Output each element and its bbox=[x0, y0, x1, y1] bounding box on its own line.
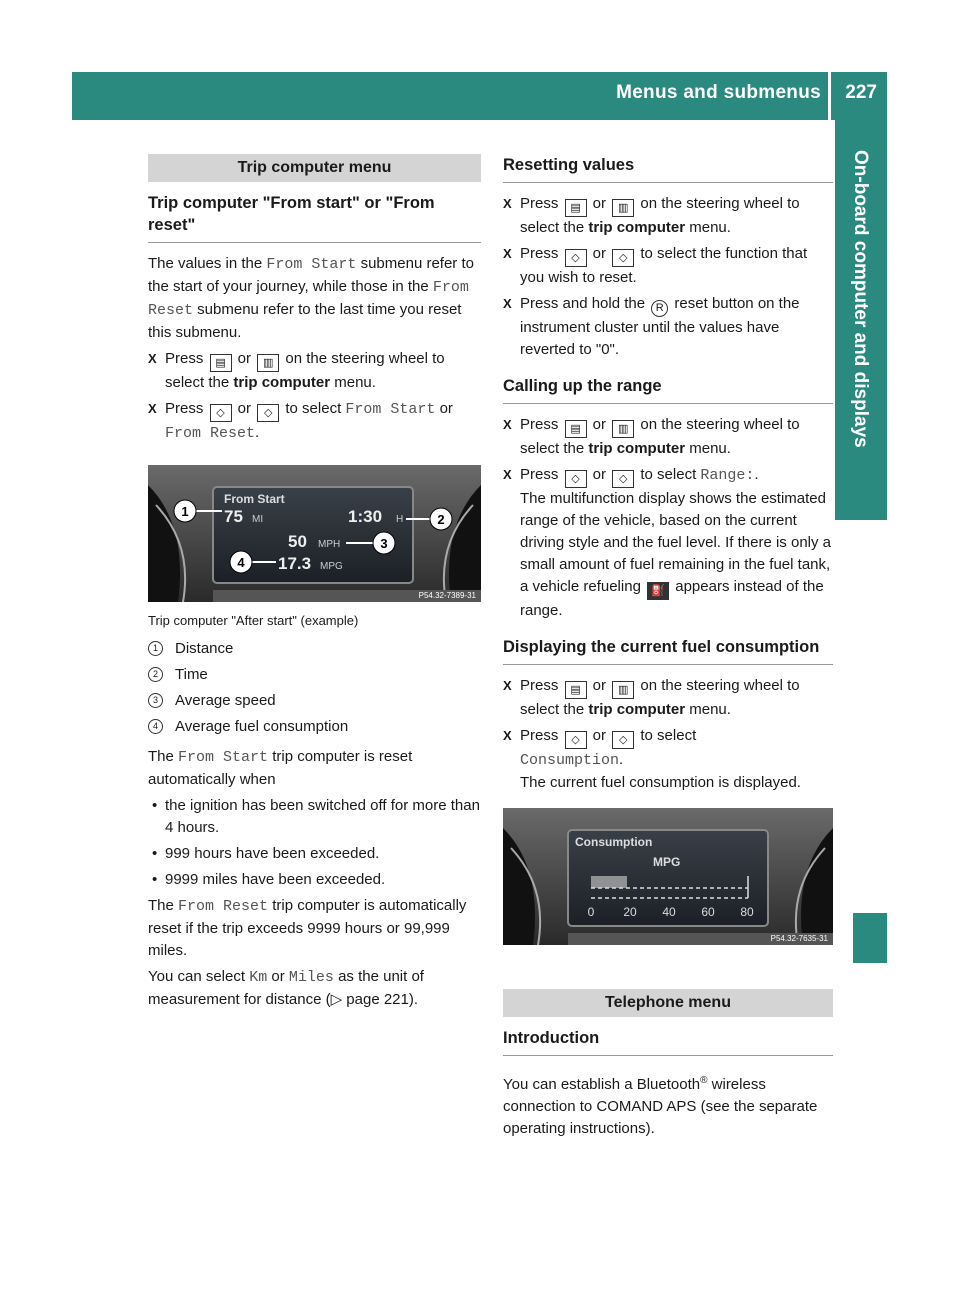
down-key-icon: ◇ bbox=[612, 731, 634, 749]
page-header bbox=[72, 72, 887, 120]
svg-text:3: 3 bbox=[380, 536, 388, 551]
up-key-icon: ◇ bbox=[565, 731, 587, 749]
menu-left-key-icon: ▤ bbox=[210, 354, 232, 372]
intro-paragraph: The values in the From Start submenu refer to the start of your journey, while those in the From Reset submenu refer to the last time you reset this submenu. bbox=[148, 255, 474, 341]
side-tab-label: On-board computer and displays bbox=[850, 150, 871, 448]
section-title-trip-computer: Trip computer menu bbox=[148, 154, 481, 182]
down-key-icon: ◇ bbox=[612, 249, 634, 267]
menu-left-key-icon: ▤ bbox=[565, 681, 587, 699]
step-arrow-icon: X bbox=[503, 467, 512, 482]
step-arrow-icon: X bbox=[503, 246, 512, 261]
fuel-unit: MPG bbox=[320, 561, 343, 572]
image2-ref: P54.32-7635-31 bbox=[770, 934, 828, 943]
step-arrow-icon: X bbox=[503, 296, 512, 311]
distance-value: 75 bbox=[224, 507, 243, 526]
down-key-icon: ◇ bbox=[612, 470, 634, 488]
step-arrow-icon: X bbox=[148, 401, 157, 416]
step-arrow-icon: X bbox=[503, 728, 512, 743]
distance-unit: MI bbox=[252, 514, 264, 525]
legend-item: 4 Average fuel consumption bbox=[148, 716, 481, 738]
heading-resetting-values: Resetting values bbox=[503, 154, 833, 183]
heading-calling-range: Calling up the range bbox=[503, 375, 833, 404]
step-reset-hold: X Press and hold the R reset button on the instrument cluster until the values have reverted to "0". bbox=[503, 295, 800, 358]
menu-left-key-icon: ▤ bbox=[565, 420, 587, 438]
svg-text:2: 2 bbox=[437, 512, 445, 527]
step-range-select-menu: X Press ▤ or ▥ on the steering wheel to select the trip computer menu. bbox=[503, 416, 800, 457]
svg-text:4: 4 bbox=[237, 555, 245, 570]
scale-tick: 20 bbox=[623, 905, 637, 919]
down-key-icon: ◇ bbox=[257, 404, 279, 422]
scale-tick: 80 bbox=[740, 905, 754, 919]
unit-paragraph: You can select Km or Miles as the unit of measurement for distance (▷ page 221). bbox=[148, 968, 424, 1008]
up-key-icon: ◇ bbox=[565, 249, 587, 267]
from-reset-paragraph: The From Reset trip computer is automatically reset if the trip exceeds 9999 hours or 99,999 miles. bbox=[148, 897, 467, 959]
page-number: 227 bbox=[845, 82, 877, 103]
time-value: 1:30 bbox=[348, 507, 383, 526]
header-separator bbox=[828, 72, 831, 120]
thumb-tab bbox=[853, 913, 887, 963]
step-reset-select-function: X Press ◇ or ◇ to select the function that you wish to reset. bbox=[503, 245, 808, 286]
legend-item: 3 Average speed bbox=[148, 690, 481, 712]
legend-item: 1 Distance bbox=[148, 638, 481, 660]
fuel-value: 17.3 bbox=[278, 554, 312, 573]
screen-title: From Start bbox=[224, 492, 285, 506]
callout-4 bbox=[230, 551, 252, 573]
menu-right-key-icon: ▥ bbox=[612, 420, 634, 438]
speed-value: 50 bbox=[288, 532, 307, 551]
page-ref-arrow-icon: ▷ bbox=[330, 991, 343, 1008]
scale-tick: 40 bbox=[662, 905, 676, 919]
step-arrow-icon: X bbox=[503, 196, 512, 211]
step-select-menu: X Press ▤ or ▥ on the steering wheel to select the trip computer menu. bbox=[148, 350, 445, 391]
reset-button-icon: R bbox=[651, 300, 668, 317]
bullet-item: • 999 hours have been exceeded. bbox=[152, 845, 380, 862]
scale-tick: 0 bbox=[587, 905, 595, 919]
up-key-icon: ◇ bbox=[565, 470, 587, 488]
step-select-submenu: X Press ◇ or ◇ to select From Start or From Reset. bbox=[148, 400, 453, 442]
fuel-pump-icon: ⛽ bbox=[647, 582, 669, 600]
auto-reset-paragraph: The From Start trip computer is reset automatically when bbox=[148, 748, 413, 788]
menu-left-key-icon: ▤ bbox=[565, 199, 587, 217]
callout-2 bbox=[430, 508, 452, 530]
step-range-select: X Press ◇ or ◇ to select Range:. The multifunction display shows the estimated range of the vehicle, based on the current driving style and the fuel level. If there is only a small amount of fuel remaining in the fuel tank, a vehicle refueling ⛽ appears instead of the range. bbox=[503, 466, 832, 619]
step-arrow-icon: X bbox=[148, 351, 157, 366]
heading-fuel-consumption: Displaying the current fuel consumption bbox=[503, 636, 833, 665]
telephone-intro-paragraph: You can establish a Bluetooth® wireless connection to COMAND APS (see the separate operating instructions). bbox=[503, 1075, 818, 1137]
bullet-item: • 9999 miles have been exceeded. bbox=[152, 871, 386, 888]
speed-unit: MPH bbox=[318, 539, 341, 550]
callout-3 bbox=[373, 532, 395, 554]
callout-1 bbox=[174, 500, 196, 522]
svg-text:1: 1 bbox=[181, 504, 189, 519]
left-column bbox=[148, 154, 481, 1015]
up-key-icon: ◇ bbox=[210, 404, 232, 422]
step-arrow-icon: X bbox=[503, 417, 512, 432]
menu-right-key-icon: ▥ bbox=[257, 354, 279, 372]
consumption-unit: MPG bbox=[653, 855, 681, 869]
step-fuel-select-menu: X Press ▤ or ▥ on the steering wheel to select the trip computer menu. bbox=[503, 677, 800, 718]
heading-from-start: Trip computer "From start" or "From reset" bbox=[148, 192, 481, 243]
menu-right-key-icon: ▥ bbox=[612, 681, 634, 699]
legend-item: 2 Time bbox=[148, 664, 481, 686]
image-caption: Trip computer "After start" (example) bbox=[148, 613, 359, 628]
consumption-screen-title: Consumption bbox=[575, 835, 653, 849]
image-ref: P54.32-7389-31 bbox=[418, 591, 476, 600]
scale-tick: 60 bbox=[701, 905, 715, 919]
trip-computer-image bbox=[148, 465, 481, 602]
step-reset-select-menu: X Press ▤ or ▥ on the steering wheel to select the trip computer menu. bbox=[503, 195, 800, 236]
instrument-cluster-graphic bbox=[148, 465, 481, 602]
consumption-image bbox=[503, 808, 833, 945]
step-arrow-icon: X bbox=[503, 678, 512, 693]
menu-right-key-icon: ▥ bbox=[612, 199, 634, 217]
step-fuel-select: X Press ◇ or ◇ to select Consumption. The current fuel consumption is displayed. bbox=[503, 727, 801, 791]
bullet-item: • the ignition has been switched off for more than 4 hours. bbox=[152, 797, 480, 836]
section-title-telephone: Telephone menu bbox=[503, 989, 833, 1017]
consumption-display-graphic bbox=[503, 808, 833, 945]
right-column bbox=[503, 154, 833, 1144]
time-unit: H bbox=[396, 514, 404, 525]
heading-introduction: Introduction bbox=[503, 1027, 833, 1056]
header-title: Menus and submenus bbox=[616, 82, 821, 103]
